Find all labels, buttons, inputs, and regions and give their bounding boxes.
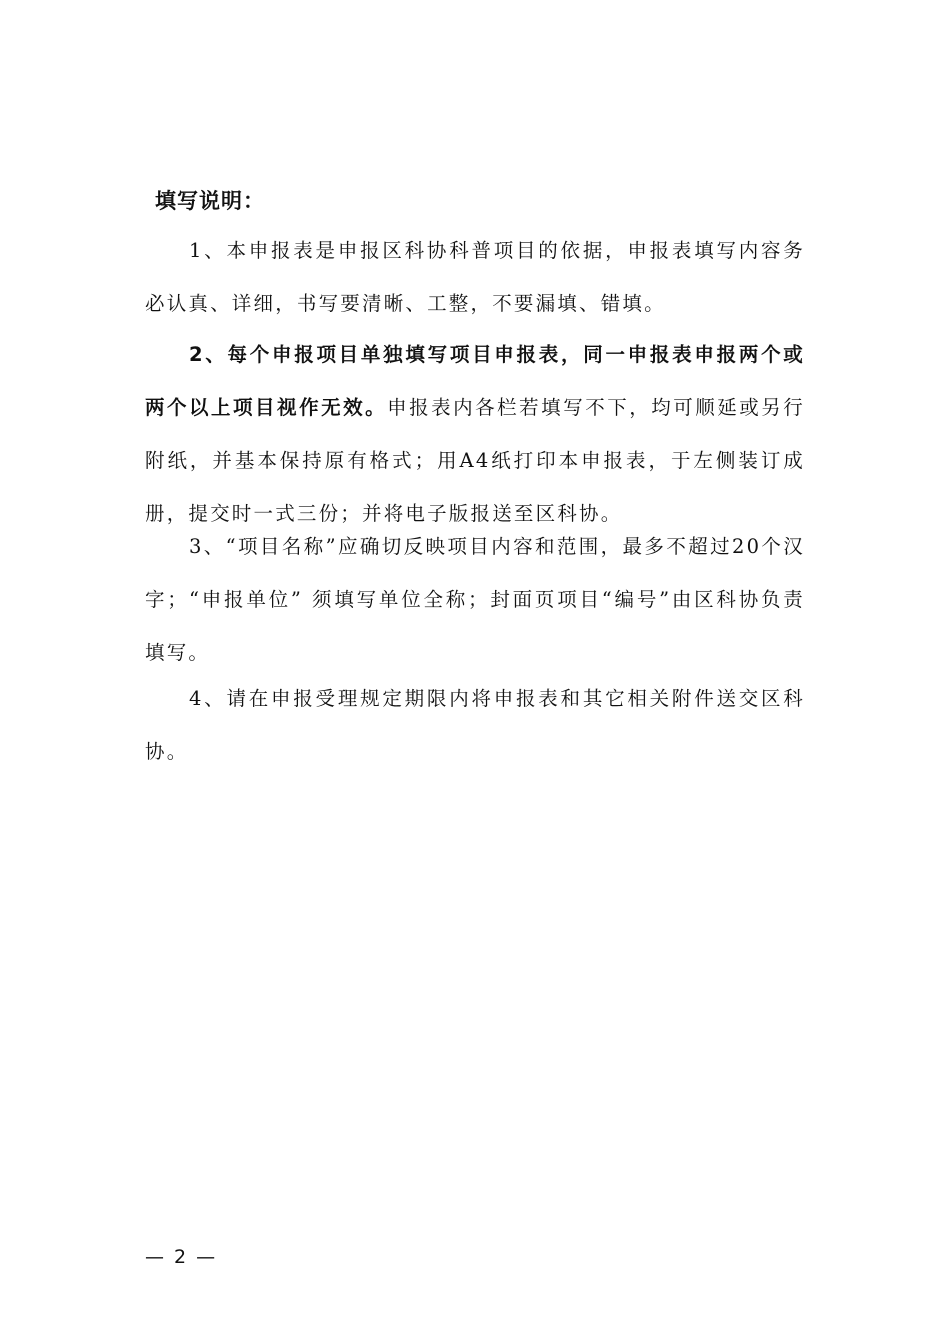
instruction-item-1-text: 1、本申报表是申报区科协科普项目的依据，申报表填写内容务必认真、详细，书写要清晰、工整，不要漏填、错填。	[145, 239, 805, 315]
instruction-item-3-text: 3、“项目名称”应确切反映项目内容和范围，最多不超过20个汉字；“申报单位” 须填写单位全称；封面页项目“编号”由区科协负责填写。	[145, 535, 805, 664]
instruction-item-2	[145, 328, 805, 540]
instruction-item-2-text: 申报表内各栏若填写不下，均可顺延或另行附纸，并基本保持原有格式；用A4纸打印本申报表，于左侧装订成册，提交时一式三份；并将电子版报送至区科协。	[145, 396, 805, 525]
instruction-item-2-bold-text: 2、每个申报项目单独填写项目申报表，同一申报表申报两个或两个以上项目视作无效。	[145, 343, 805, 419]
page-number: — 2 —	[145, 1246, 218, 1268]
instruction-item-3	[145, 520, 805, 679]
instruction-item-4-text: 4、请在申报受理规定期限内将申报表和其它相关附件送交区科协。	[145, 687, 805, 763]
instruction-item-4	[145, 672, 805, 778]
instructions-heading: 填写说明：	[155, 189, 265, 213]
instruction-item-1	[145, 224, 805, 330]
